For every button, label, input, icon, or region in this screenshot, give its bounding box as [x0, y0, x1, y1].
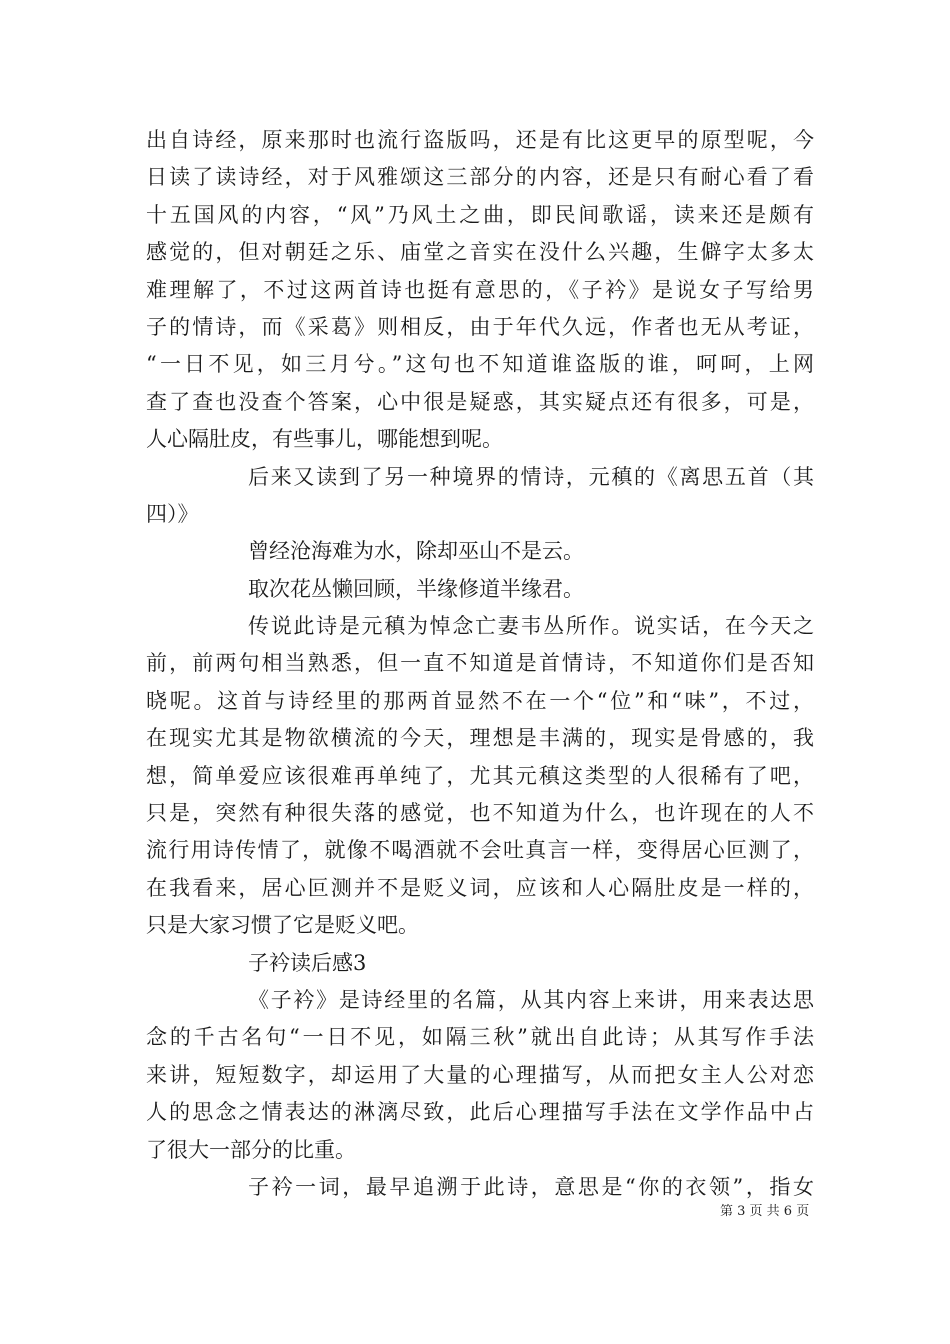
text-line: “一日不见，如三月兮。”这句也不知道谁盗版的谁，呵呵，上网: [146, 352, 814, 377]
text-line: 人心隔肚皮，有些事儿，哪能想到呢。: [146, 427, 503, 452]
body-text: [146, 122, 814, 1206]
text-line: 后来又读到了另一种境界的情诗，元稹的《离思五首（其: [248, 464, 814, 489]
text-line: 四）》: [146, 501, 199, 526]
text-line: 难理解了，不过这两首诗也挺有意思的，《子衿》是说女子写给男: [146, 277, 814, 302]
text-line: 《子衿》是诗经里的名篇，从其内容上来讲，用来表达思: [248, 987, 814, 1012]
text-line: 查了查也没查个答案，心中很是疑惑，其实疑点还有很多，可是，: [146, 389, 814, 414]
page-number-footer: 第 3 页 共 6 页: [720, 1204, 810, 1219]
text-line: 在现实尤其是物欲横流的今天，理想是丰满的，现实是骨感的，我: [146, 726, 814, 751]
section-heading: 子衿读后感3: [248, 950, 367, 975]
text-line: 了很大一部分的比重。: [146, 1137, 356, 1162]
text-line: 念的千古名句“一日不见，如隔三秋”就出自此诗；从其写作手法: [146, 1025, 814, 1050]
text-line: 出自诗经，原来那时也流行盗版吗，还是有比这更早的原型呢，今: [146, 128, 814, 152]
text-line: 只是，突然有种很失落的感觉，也不知道为什么，也许现在的人不: [146, 801, 814, 826]
text-line: 十五国风的内容，“风”乃风土之曲，即民间歌谣，读来还是颇有: [146, 202, 814, 227]
text-line: 想，简单爱应该很难再单纯了，尤其元稹这类型的人很稀有了吧，: [146, 763, 814, 788]
text-line: 子衿一词，最早追溯于此诗，意思是“你的衣领”，指女: [248, 1174, 814, 1199]
poem-line: 取次花丛懒回顾，半缘修道半缘君。: [248, 576, 584, 601]
text-line: 日读了读诗经，对于风雅颂这三部分的内容，还是只有耐心看了看: [146, 165, 814, 190]
text-line: 只是大家习惯了它是贬义吧。: [146, 913, 419, 938]
text-line: 前，前两句相当熟悉，但一直不知道是首情诗，不知道你们是否知: [146, 651, 814, 676]
text-line: 在我看来，居心叵测并不是贬义词，应该和人心隔肚皮是一样的，: [146, 875, 814, 900]
text-line: 传说此诗是元稹为悼念亡妻韦丛所作。说实话，在今天之: [248, 614, 814, 639]
text-line: 晓呢。这首与诗经里的那两首显然不在一个“位”和“味”，不过，: [146, 688, 814, 713]
poem-line: 曾经沧海难为水，除却巫山不是云。: [248, 539, 584, 564]
text-line: 子的情诗，而《采葛》则相反，由于年代久远，作者也无从考证，: [146, 314, 814, 339]
text-line: 来讲，短短数字，却运用了大量的心理描写，从而把女主人公对恋: [146, 1062, 814, 1087]
text-line: 流行用诗传情了，就像不喝酒就不会吐真言一样，变得居心叵测了，: [146, 838, 814, 863]
text-line: 人的思念之情表达的淋漓尽致，此后心理描写手法在文学作品中占: [146, 1100, 814, 1125]
text-line: 感觉的，但对朝廷之乐、庙堂之音实在没什么兴趣，生僻字太多太: [146, 240, 814, 265]
